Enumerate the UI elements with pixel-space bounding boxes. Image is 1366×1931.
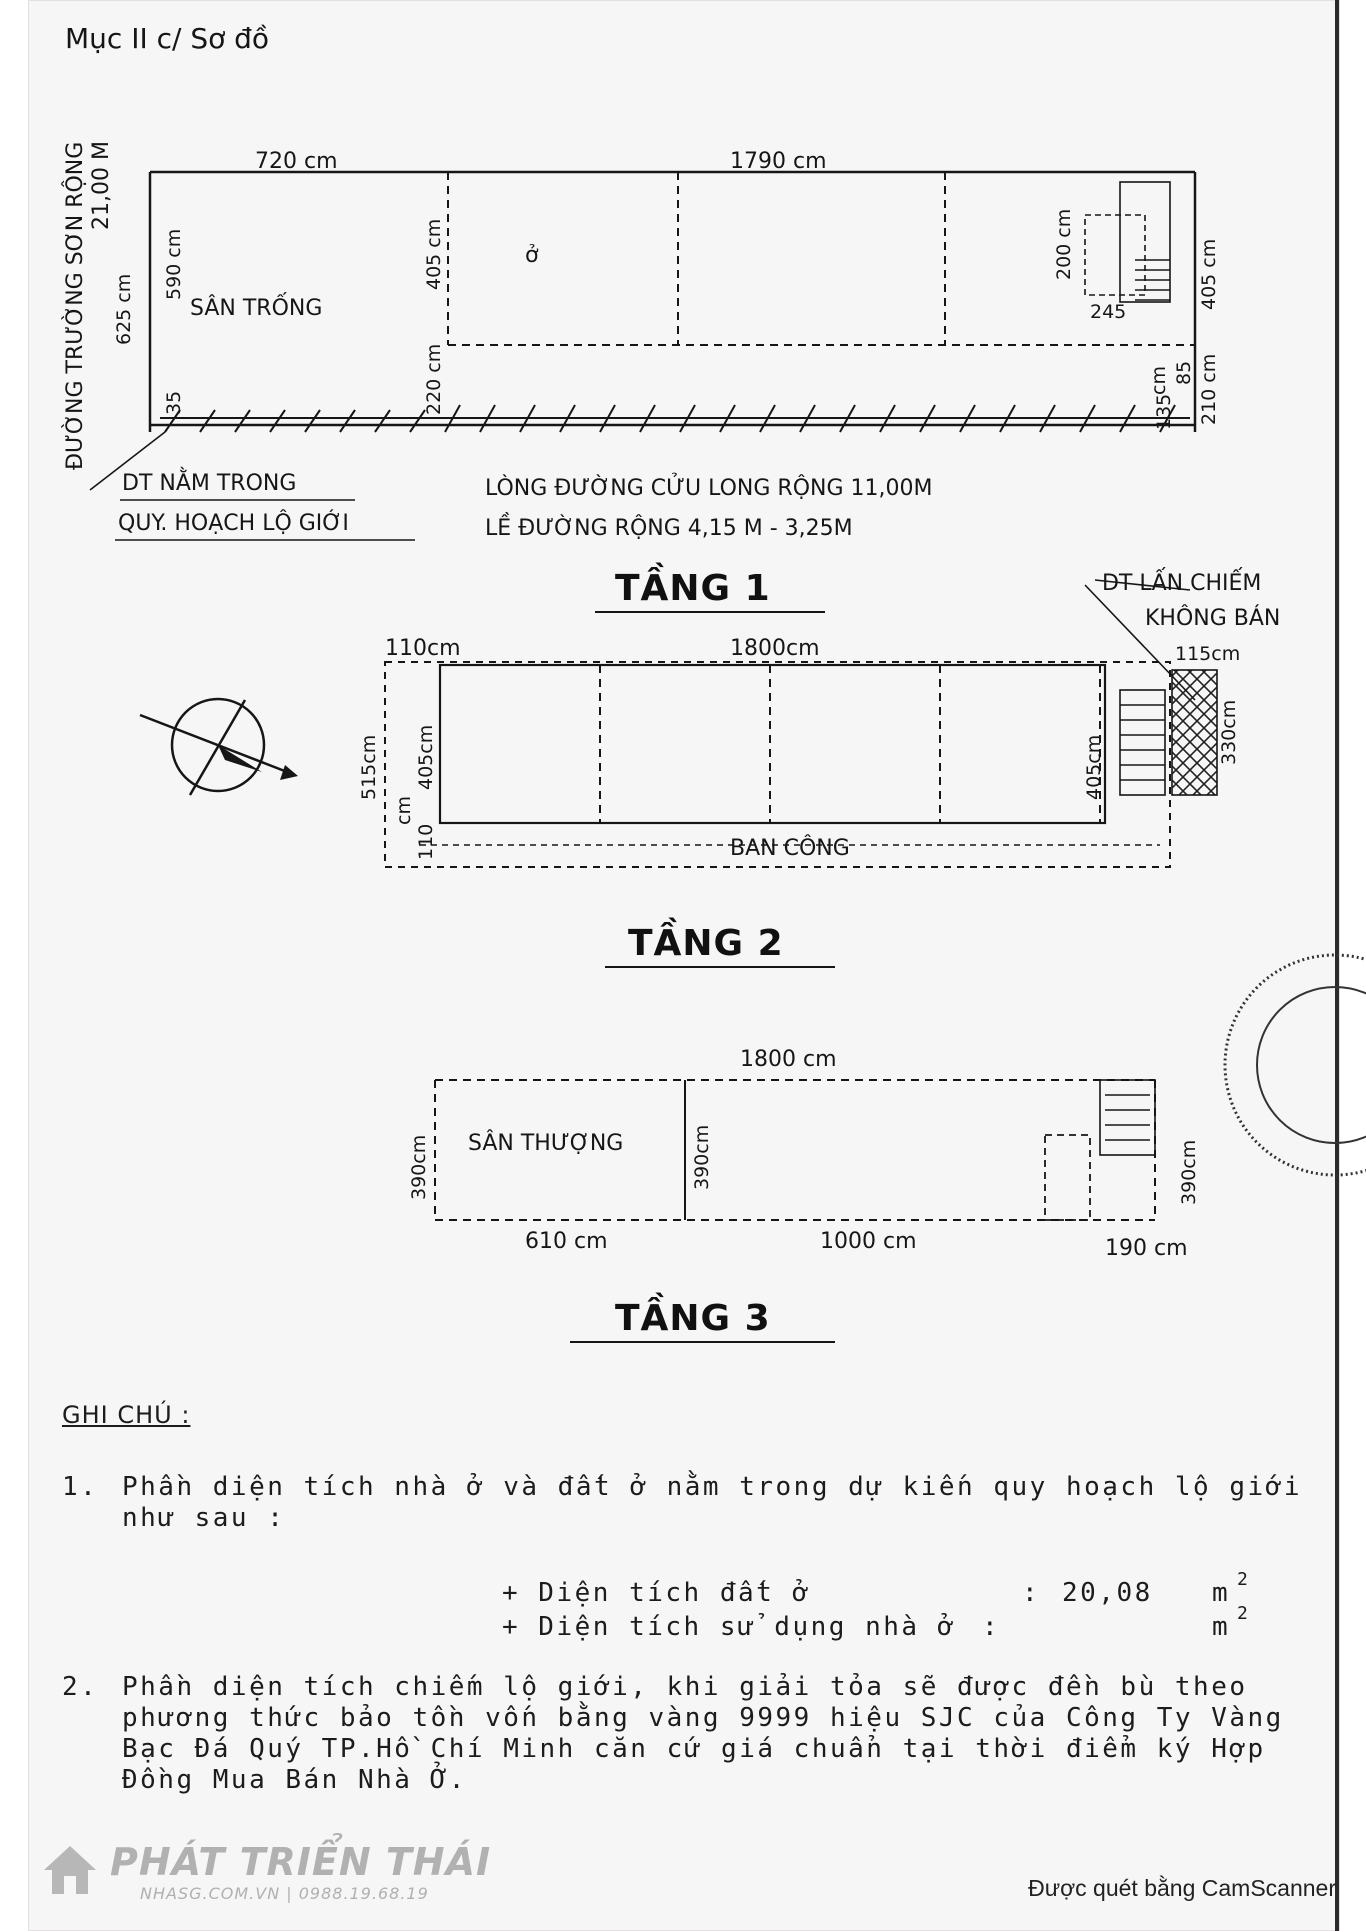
floor1-street-line1: LÒNG ĐƯỜNG CỬU LONG RỘNG 11,00M (485, 476, 933, 501)
floor1-dim-625: 625 cm (113, 273, 135, 345)
floor1-dim-245: 245 (1090, 301, 1127, 323)
notes-heading: GHI CHÚ : (62, 1401, 191, 1429)
floor2-plan (385, 580, 1217, 867)
scanner-note: Được quét bằng CamScanner (1028, 1875, 1336, 1901)
land-area-colon: : (1022, 1578, 1041, 1608)
use-area-label: + Diện tích sử dụng nhà ở (502, 1612, 956, 1642)
floor1-dim-210: 210 cm (1198, 353, 1220, 425)
floor1-title: TẦNG 1 (615, 568, 771, 609)
floor1-dim-1790: 1790 cm (730, 149, 827, 174)
floor2-dim-110: 110cm (385, 636, 461, 661)
floor2-title: TẦNG 2 (628, 923, 784, 964)
watermark (40, 1840, 560, 1903)
floor1-room-label: SÂN TRỐNG (190, 296, 323, 321)
floor3-dim-390-mid: 390cm (691, 1124, 713, 1190)
floor1-room-symbol: ở (525, 243, 539, 268)
land-area-value: 20,08 (1062, 1578, 1153, 1608)
floor1-street-line2: LỀ ĐƯỜNG RỘNG 4,15 M - 3,25M (485, 516, 853, 541)
house-logo-icon (40, 1842, 100, 1898)
note-item-1-text: Phần diện tích nhà ở và đất ở nằm trong dự kiến quy hoạch lộ giới như sau : (122, 1472, 1302, 1533)
floor1-dim-35: 35 (163, 390, 185, 415)
floor1-dim-85: 85 (1173, 360, 1195, 385)
floor2-balcony: BAN CÔNG (730, 836, 850, 861)
floor3-title: TẦNG 3 (615, 1298, 771, 1339)
floor1-dim-720: 720 cm (255, 149, 338, 174)
floor1-road-left-width: 21,00 M (89, 141, 114, 230)
use-area-row (502, 1603, 1322, 1646)
floor3-dim-610: 610 cm (525, 1229, 608, 1254)
floor2-encroach-line1: DT LẤN CHIẾM (1102, 571, 1262, 596)
floor2-dim-1800: 1800cm (730, 636, 820, 661)
use-area-colon: : (982, 1612, 1001, 1642)
note-item-2-number: 2. (62, 1672, 99, 1702)
floor1-dim-590: 590 cm (163, 228, 185, 300)
floor2-dim-330: 330cm (1218, 699, 1240, 765)
floor1-zone-note-line1: DT NẰM TRONG (122, 471, 297, 496)
floor2-encroach-line2: KHÔNG BÁN (1145, 606, 1281, 631)
land-area-unit: m (1212, 1578, 1231, 1608)
land-area-unit-sup: 2 (1237, 1569, 1251, 1590)
note-item-1-number: 1. (62, 1472, 99, 1502)
floor3-dim-390-left: 390cm (408, 1134, 430, 1200)
floor3-dim-1800: 1800 cm (740, 1047, 837, 1072)
floor1-dim-135: 135 (1153, 393, 1175, 430)
floor2-dim-515: 515cm (358, 734, 380, 800)
north-arrow-icon (140, 699, 298, 795)
floor3-room-label: SÂN THƯỢNG (468, 1131, 624, 1156)
floor1-dim-200: 200 cm (1053, 208, 1075, 280)
floor3-dim-1000: 1000 cm (820, 1229, 917, 1254)
watermark-sub: NHASG.COM.VN | 0988.19.68.19 (140, 1884, 429, 1903)
floor1-dim-220: 220 cm (423, 343, 445, 415)
section-title: Mục II c/ Sơ đồ (65, 22, 270, 55)
stamp-seal (1225, 955, 1366, 1175)
floor1-dim-405-right: 405 cm (1198, 238, 1220, 310)
floor2-dim-110-bottom: 110 (415, 823, 437, 860)
floor1-dim-cm: cm (1148, 366, 1170, 395)
land-area-row (502, 1569, 1322, 1612)
floor3-dim-390-right: 390cm (1178, 1139, 1200, 1205)
floor1-zone-note-line2: QUY. HOẠCH LỘ GIỚI (118, 511, 349, 536)
floor3-dim-190: 190 cm (1105, 1236, 1188, 1261)
floor2-dim-405-right: 405cm (1083, 734, 1105, 800)
floor2-dim-405-left: 405cm (415, 724, 437, 790)
use-area-unit: m (1212, 1612, 1231, 1642)
floor2-dim-cm: cm (393, 796, 415, 825)
floor1-dim-405-left: 405 cm (423, 218, 445, 290)
note-item-2-text: Phần diện tích chiếm lộ giới, khi giải tỏa sẽ được đền bù theo phương thức bảo tồn vốn bằng vàng 9999 hiệu SJC của Công Ty Vàng Bạc Đá Quý TP.Hồ Chí Minh căn cứ giá chuẩn tại thời điểm ký Hợp Đồng Mua Bán Nhà Ở. (122, 1672, 1284, 1795)
watermark-brand: PHÁT TRIỂN THÁI (110, 1840, 492, 1884)
use-area-unit-sup: 2 (1237, 1603, 1251, 1624)
floor1-road-left: ĐƯỜNG TRƯỜNG SƠN RỘNG (63, 141, 88, 470)
floor2-dim-115: 115cm (1175, 643, 1241, 665)
land-area-label: + Diện tích đất ở (502, 1578, 811, 1608)
area-list (502, 1569, 1322, 1646)
